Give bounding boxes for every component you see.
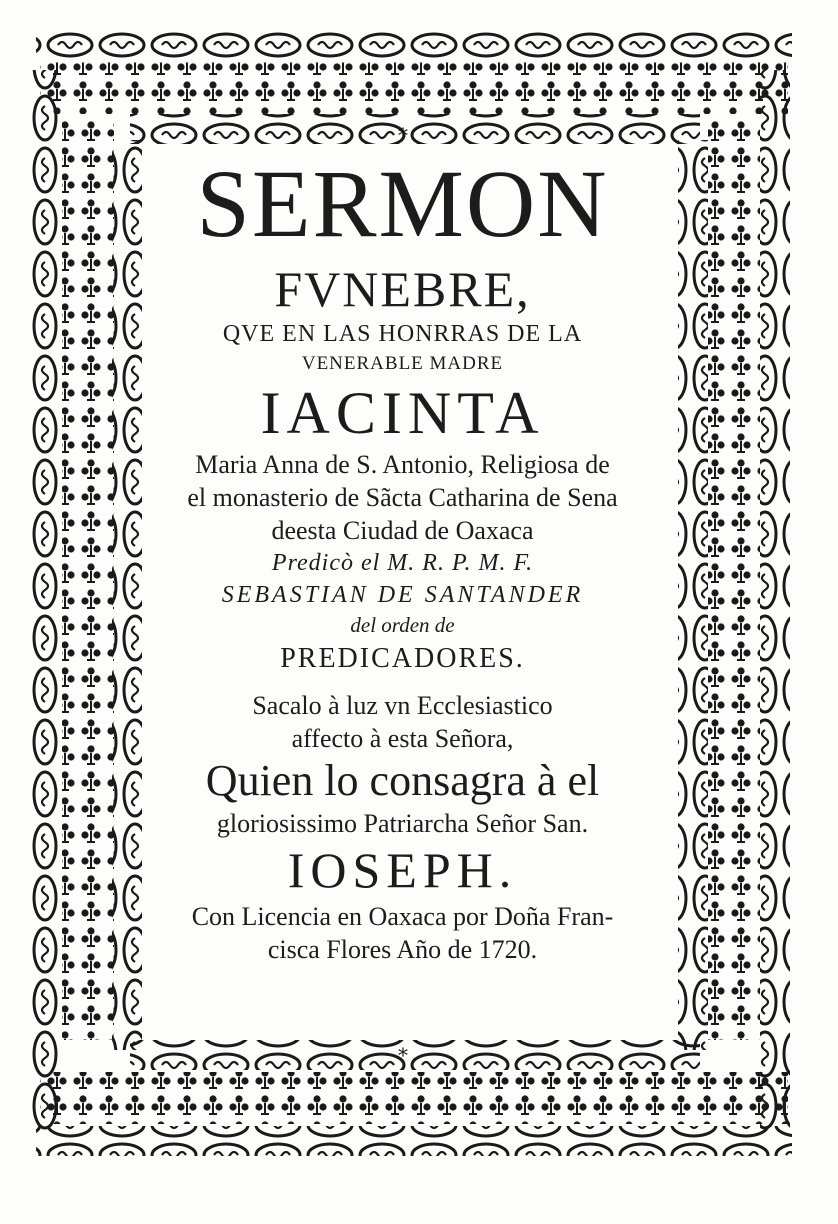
ioseph-heading: IOSEPH. [287,842,518,898]
orden-line: del orden de [350,613,455,637]
body-line-3: deesta Ciudad de Oaxaca [271,516,534,545]
venerable-line: VENERABLE MADRE [301,353,504,374]
sacalo-line-1: Sacalo à luz vn Ecclesiastico [252,691,553,720]
subtitle: FVNEBRE, [274,261,531,317]
glorioso-line: gloriosissimo Patriarcha Señor San. [216,809,589,838]
honras-line: QVE EN LAS HONRRAS DE LA [222,321,583,347]
body-line-2: el monasterio de Sãcta Catharina de Sena [187,483,618,512]
licencia-line-1: Con Licencia en Oaxaca por Doña Fran- [191,902,614,931]
author-line: SEBASTIAN DE SANTANDER [221,582,584,608]
asterisk-icon: * [398,123,408,147]
sacalo-line-2: affecto à esta Señora, [291,724,514,753]
title: SERMON [196,150,609,257]
predicadores-line: PREDICADORES. [280,643,525,674]
name-heading: IACINTA [260,380,545,446]
title-text-block [140,150,665,1050]
body-line-1: Maria Anna de S. Antonio, Religiosa de [195,450,610,479]
asterisk-icon: * [398,1043,408,1067]
dedication-line: Quien lo consagra à el [205,756,600,805]
predico-line: Predicò el M. R. P. M. F. [271,550,534,576]
spacer [140,679,665,689]
licencia-line-2: cisca Flores Año de 1720. [267,935,538,964]
